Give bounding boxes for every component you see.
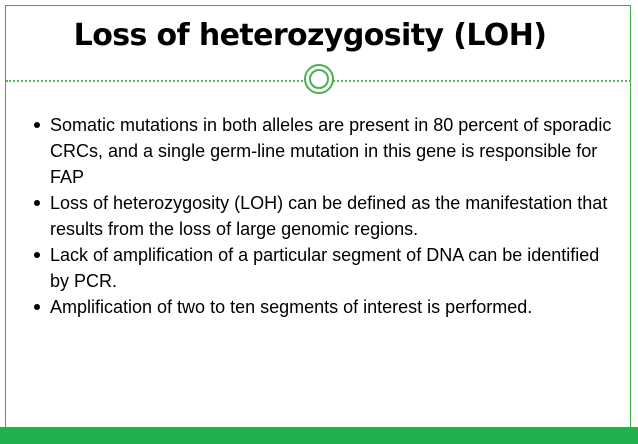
bullet-item: Somatic mutations in both alleles are present in 80 percent of sporadic CRCs, and a single germ-line mutation in this gene is responsible for FAP bbox=[34, 112, 614, 190]
bullet-item: Amplification of two to ten segments of interest is performed. bbox=[34, 294, 614, 320]
bullet-item: Lack of amplification of a particular segment of DNA can be identified by PCR. bbox=[34, 242, 614, 294]
slide-title: Loss of heterozygosity (LOH) bbox=[73, 18, 547, 53]
divider-circle-icon bbox=[304, 64, 334, 94]
bullet-item: Loss of heterozygosity (LOH) can be defined as the manifestation that results from the loss of large genomic regions. bbox=[34, 190, 614, 242]
bullet-list bbox=[34, 112, 614, 320]
footer-accent-bar bbox=[0, 427, 638, 444]
